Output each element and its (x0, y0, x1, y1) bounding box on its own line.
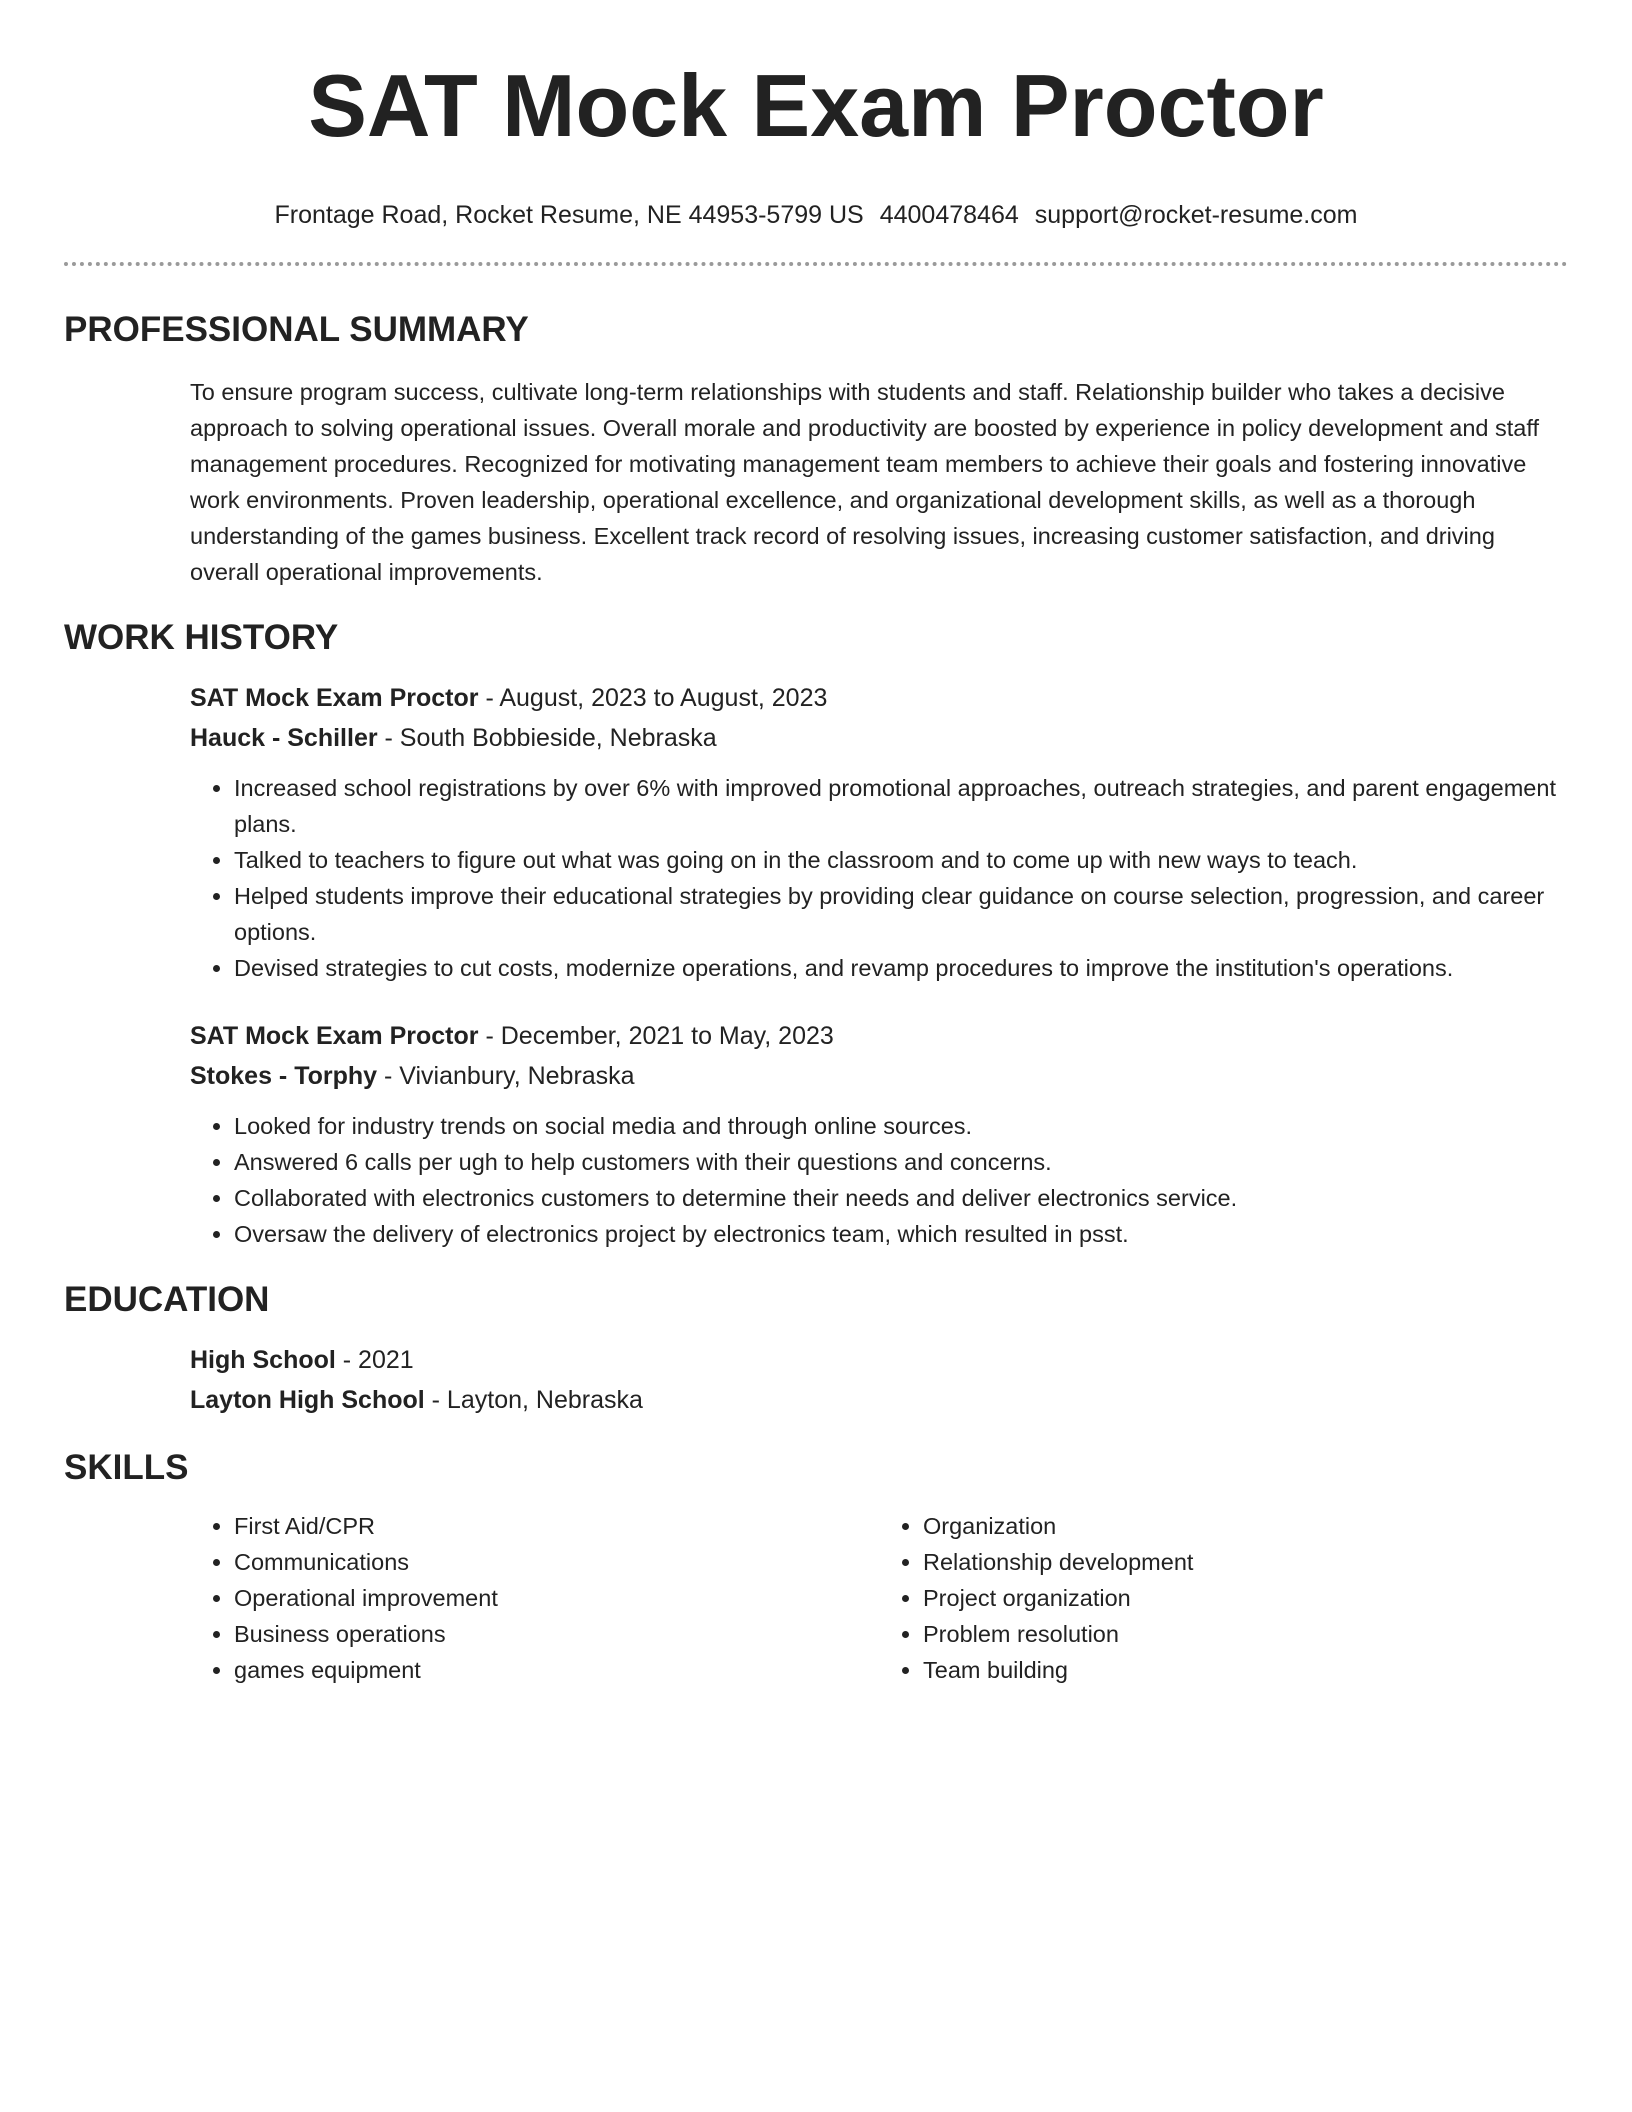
job-title: SAT Mock Exam Proctor (190, 684, 479, 712)
job-location: - South Bobbieside, Nebraska (377, 724, 717, 752)
education-location: - Layton, Nebraska (424, 1386, 643, 1414)
job-bullet: • Helped students improve their educational strategies by providing clear guidance on course selection, progression, and career options. (234, 878, 1568, 950)
education-degree: High School (190, 1346, 336, 1374)
education-heading: EDUCATION (64, 1280, 270, 1319)
skill-item: • Business operations (234, 1616, 879, 1652)
skill-item: • Communications (234, 1544, 879, 1580)
skills-grid (190, 1508, 1568, 1688)
job-title-line (190, 678, 1568, 718)
job-title: SAT Mock Exam Proctor (190, 1022, 479, 1050)
resume-name: SAT Mock Exam Proctor (308, 56, 1324, 155)
header-divider (64, 262, 1568, 266)
education-entry (190, 1340, 1568, 1420)
job-dates: - December, 2021 to May, 2023 (478, 1022, 834, 1050)
education-year: - 2021 (335, 1346, 414, 1374)
skill-item: • games equipment (234, 1652, 879, 1688)
contact-phone: 4400478464 (879, 201, 1019, 229)
summary-section (190, 374, 1568, 590)
skill-item: • First Aid/CPR (234, 1508, 879, 1544)
job-bullet: • Oversaw the delivery of electronics project by electronics team, which resulted in psst. (234, 1216, 1568, 1252)
job-location: - Vivianbury, Nebraska (377, 1062, 635, 1090)
job-bullet: • Increased school registrations by over 6% with improved promotional approaches, outreach strategies, and parent engagement plans. (234, 770, 1568, 842)
job-entry (190, 678, 1568, 986)
job-bullet: • Answered 6 calls per ugh to help customers with their questions and concerns. (234, 1144, 1568, 1180)
job-company-line (190, 718, 1568, 758)
skill-item: • Organization (923, 1508, 1568, 1544)
work-history-heading: WORK HISTORY (64, 618, 339, 657)
job-company: Hauck - Schiller (190, 724, 378, 752)
job-dates: - August, 2023 to August, 2023 (478, 684, 828, 712)
skill-item: • Problem resolution (923, 1616, 1568, 1652)
education-degree-line (190, 1340, 1568, 1380)
education-school-line (190, 1380, 1568, 1420)
contact-line (64, 200, 1568, 230)
job-bullet: • Devised strategies to cut costs, modernize operations, and revamp procedures to improve the institution's operations. (234, 950, 1568, 986)
skills-heading: SKILLS (64, 1448, 189, 1487)
job-bullet: • Collaborated with electronics customers to determine their needs and deliver electronics service. (234, 1180, 1568, 1216)
job-company-line (190, 1056, 1568, 1096)
skill-item: • Team building (923, 1652, 1568, 1688)
job-entry (190, 1016, 1568, 1252)
contact-email: support@rocket-resume.com (1034, 201, 1358, 229)
skill-item: • Operational improvement (234, 1580, 879, 1616)
job-company: Stokes - Torphy (190, 1062, 378, 1090)
job-bullet: • Looked for industry trends on social media and through online sources. (234, 1108, 1568, 1144)
skill-item: • Project organization (923, 1580, 1568, 1616)
job-title-line (190, 1016, 1568, 1056)
skills-column-right (879, 1508, 1568, 1688)
education-school: Layton High School (190, 1386, 425, 1414)
summary-text: To ensure program success, cultivate long-term relationships with students and staff. Relationship builder who takes a decisive approach to solving operational issues. Overall morale and productivity are boosted by experience in policy development and staff management procedures. Recognized for motivating management team members to achieve their goals and fostering innovative work environments. Proven leadership, operational excellence, and organizational development skills, as well as a thorough understanding of the games business. Excellent track record of resolving issues, increasing customer satisfaction, and driving overall operational improvements. (190, 379, 1539, 585)
job-bullet: • Talked to teachers to figure out what was going on in the classroom and to come up with new ways to teach. (234, 842, 1568, 878)
job-bullets (190, 1108, 1568, 1252)
resume-page (64, 0, 1568, 1688)
skill-item: • Relationship development (923, 1544, 1568, 1580)
summary-heading: PROFESSIONAL SUMMARY (64, 310, 529, 349)
contact-address: Frontage Road, Rocket Resume, NE 44953-5799 US (274, 201, 864, 229)
skills-column-left (190, 1508, 879, 1688)
job-bullets (190, 770, 1568, 986)
